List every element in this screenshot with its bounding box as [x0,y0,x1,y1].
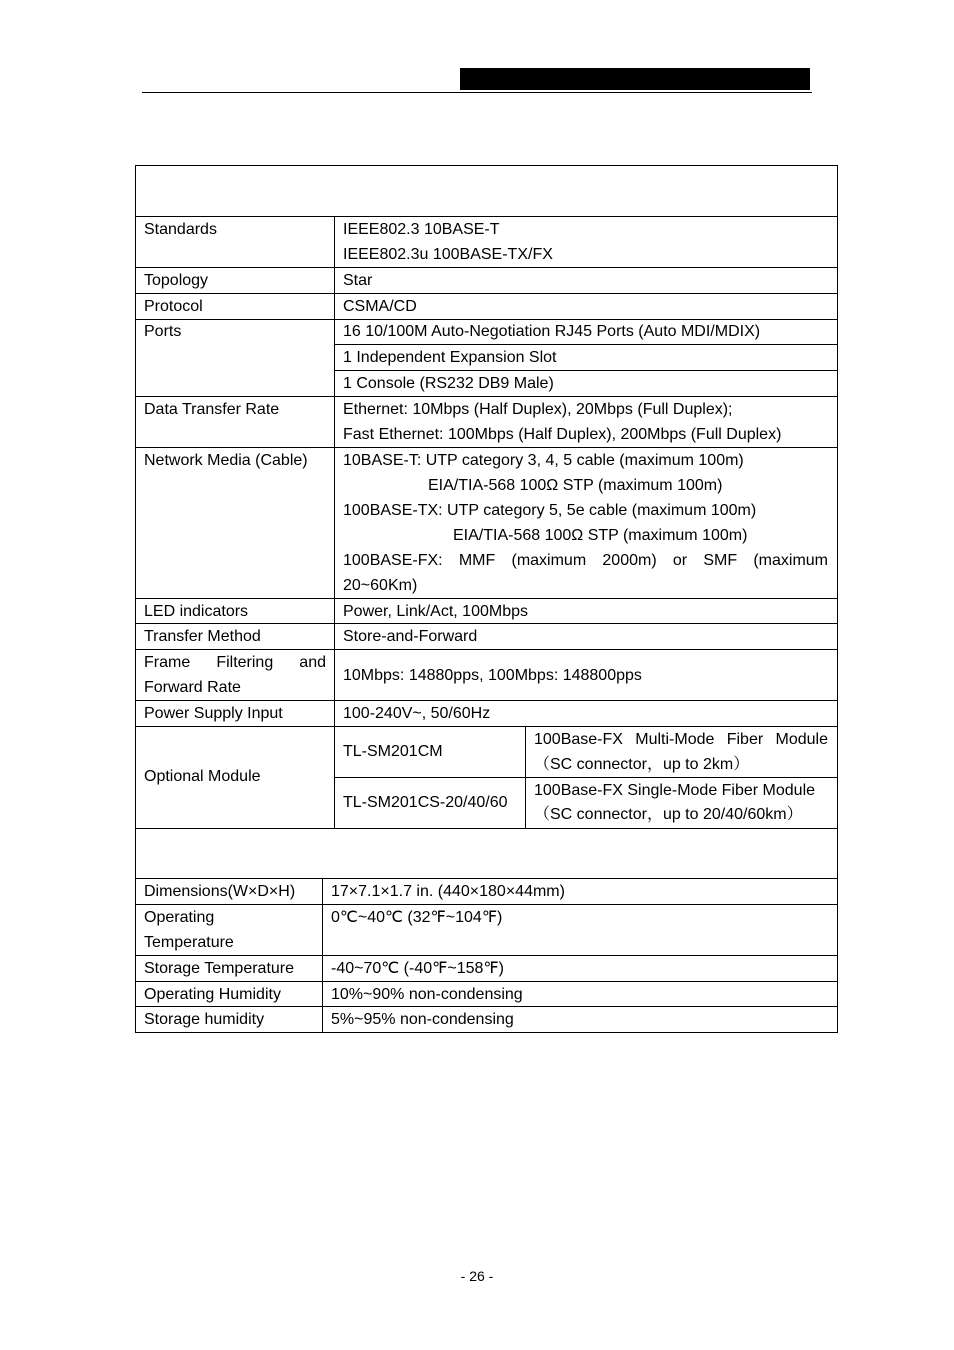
module-description: （SC connector，up to 20/40/60km） [534,806,803,823]
dimensions-value: 17×7.1×1.7 in. (440×180×44mm) [331,883,565,900]
storage-humidity-value: 5%~95% non-condensing [331,1011,514,1028]
network-media-line: 10BASE-T: UTP category 3, 4, 5 cable (maximum 100m) [343,452,744,469]
operating-temperature-value: 0℃~40℃ (32℉~104℉) [331,909,503,926]
topology-value: Star [343,272,373,289]
standards-label: Standards [144,221,217,238]
led-indicators-value: Power, Link/Act, 100Mbps [343,603,528,620]
network-media-label: Network Media (Cable) [144,452,308,469]
row-divider [135,293,838,294]
network-media-line: EIA/TIA-568 100Ω STP (maximum 100m) [428,477,723,494]
module-model: TL-SM201CM [343,743,443,760]
storage-humidity-label: Storage humidity [144,1011,265,1028]
network-media-line: 100BASE-TX: UTP category 5, 5e cable (maximum 100m) [343,502,757,519]
frame-filtering-label-line2: Forward Rate [144,679,241,696]
module-description: 100Base-FX Multi-Mode Fiber Module [534,731,828,748]
frame-filtering-label-line1: Frame Filtering and [144,654,326,671]
storage-temperature-label: Storage Temperature [144,960,295,977]
data-transfer-rate-line2: Fast Ethernet: 100Mbps (Half Duplex), 200Mbps (Full Duplex) [343,426,782,443]
operating-humidity-label: Operating Humidity [144,986,281,1003]
column-divider [334,216,335,828]
optional-module-label: Optional Module [144,768,261,785]
data-transfer-rate-label: Data Transfer Rate [144,401,280,418]
ports-value: 1 Independent Expansion Slot [343,349,557,366]
row-divider [135,267,838,268]
topology-label: Topology [144,272,209,289]
standards-line1: IEEE802.3 10BASE-T [343,221,500,238]
protocol-label: Protocol [144,298,203,315]
network-media-line: 100BASE-FX: MMF (maximum 2000m) or SMF (maximum [343,552,828,569]
column-divider [525,726,526,828]
transfer-method-value: Store-and-Forward [343,628,478,645]
network-media-line: 20~60Km) [343,577,418,594]
transfer-method-label: Transfer Method [144,628,261,645]
frame-filtering-value: 10Mbps: 14880pps, 100Mbps: 148800pps [343,667,642,684]
dimensions-label: Dimensions(W×D×H) [144,883,296,900]
data-transfer-rate-line1: Ethernet: 10Mbps (Half Duplex), 20Mbps (Full Duplex); [343,401,733,418]
ports-value: 1 Console (RS232 DB9 Male) [343,375,554,392]
standards-line2: IEEE802.3u 100BASE-TX/FX [343,246,553,263]
header-bar [460,68,810,90]
module-model: TL-SM201CS-20/40/60 [343,794,508,811]
power-supply-label: Power Supply Input [144,705,283,722]
ports-label: Ports [144,323,182,340]
page-number: - 26 - [460,1268,494,1284]
ports-value: 16 10/100M Auto-Negotiation RJ45 Ports (Auto MDI/MDIX) [343,323,761,340]
operating-humidity-value: 10%~90% non-condensing [331,986,523,1003]
network-media-line: EIA/TIA-568 100Ω STP (maximum 100m) [453,527,748,544]
column-divider [322,878,323,1033]
power-supply-value: 100-240V~, 50/60Hz [343,705,491,722]
operating-temperature-label-line1: Operating [144,909,215,926]
protocol-value: CSMA/CD [343,298,417,315]
operating-temperature-label-line2: Temperature [144,934,234,951]
storage-temperature-value: -40~70℃ (-40℉~158℉) [331,960,504,977]
module-description: （SC connector，up to 2km） [534,756,750,773]
header-rule [142,92,812,93]
module-description: 100Base-FX Single-Mode Fiber Module [534,782,816,799]
led-indicators-label: LED indicators [144,603,249,620]
